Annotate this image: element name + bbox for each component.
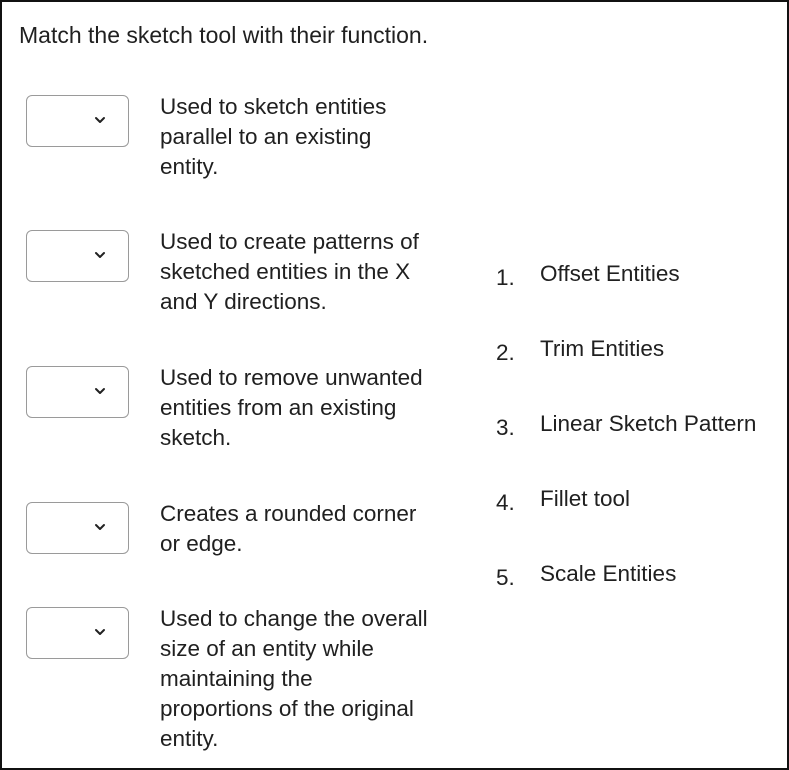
prompt-3-line: sketch. [160, 425, 232, 450]
answer-number: 3. [496, 415, 515, 440]
chevron-down-icon [93, 385, 107, 397]
prompt-5-line: maintaining the [160, 666, 313, 691]
answer-number: 4. [496, 490, 515, 515]
answer-label: Fillet tool [540, 486, 631, 511]
prompt-2-line: Used to create patterns of [160, 229, 419, 254]
prompt-2-line: and Y directions. [160, 289, 327, 314]
match-select-3[interactable] [26, 366, 129, 418]
prompt-5-line: entity. [160, 726, 219, 751]
prompt-5-line: size of an entity while [160, 636, 374, 661]
prompt-3-description [160, 363, 465, 453]
answer-number: 1. [496, 265, 515, 290]
prompt-2-line: sketched entities in the X [160, 259, 411, 284]
answer-label: Linear Sketch Pattern [540, 411, 757, 436]
answer-label: Scale Entities [540, 561, 677, 586]
prompt-3-line: entities from an existing [160, 395, 397, 420]
answer-number: 5. [496, 565, 515, 590]
prompt-1-line: entity. [160, 154, 219, 179]
answer-label: Trim Entities [540, 336, 665, 361]
match-select-1[interactable] [26, 95, 129, 147]
prompt-5-line: proportions of the original [160, 696, 414, 721]
chevron-down-icon [93, 626, 107, 638]
prompt-5-line: Used to change the overall [160, 606, 428, 631]
chevron-down-icon [93, 114, 107, 126]
prompt-2-description [160, 227, 465, 317]
prompt-1-line: parallel to an existing [160, 124, 372, 149]
match-select-4[interactable] [26, 502, 129, 554]
prompt-5-description [160, 604, 465, 754]
prompt-1-line: Used to sketch entities [160, 94, 387, 119]
chevron-down-icon [93, 249, 107, 261]
question-text: Match the sketch tool with their function. [19, 22, 429, 48]
match-select-2[interactable] [26, 230, 129, 282]
chevron-down-icon [93, 521, 107, 533]
answer-label: Offset Entities [540, 261, 680, 286]
prompt-4-line: or edge. [160, 531, 243, 556]
prompt-4-description [160, 499, 465, 559]
match-select-5[interactable] [26, 607, 129, 659]
prompt-3-line: Used to remove unwanted [160, 365, 423, 390]
prompt-1-description [160, 92, 465, 182]
prompt-4-line: Creates a rounded corner [160, 501, 417, 526]
answer-number: 2. [496, 340, 515, 365]
